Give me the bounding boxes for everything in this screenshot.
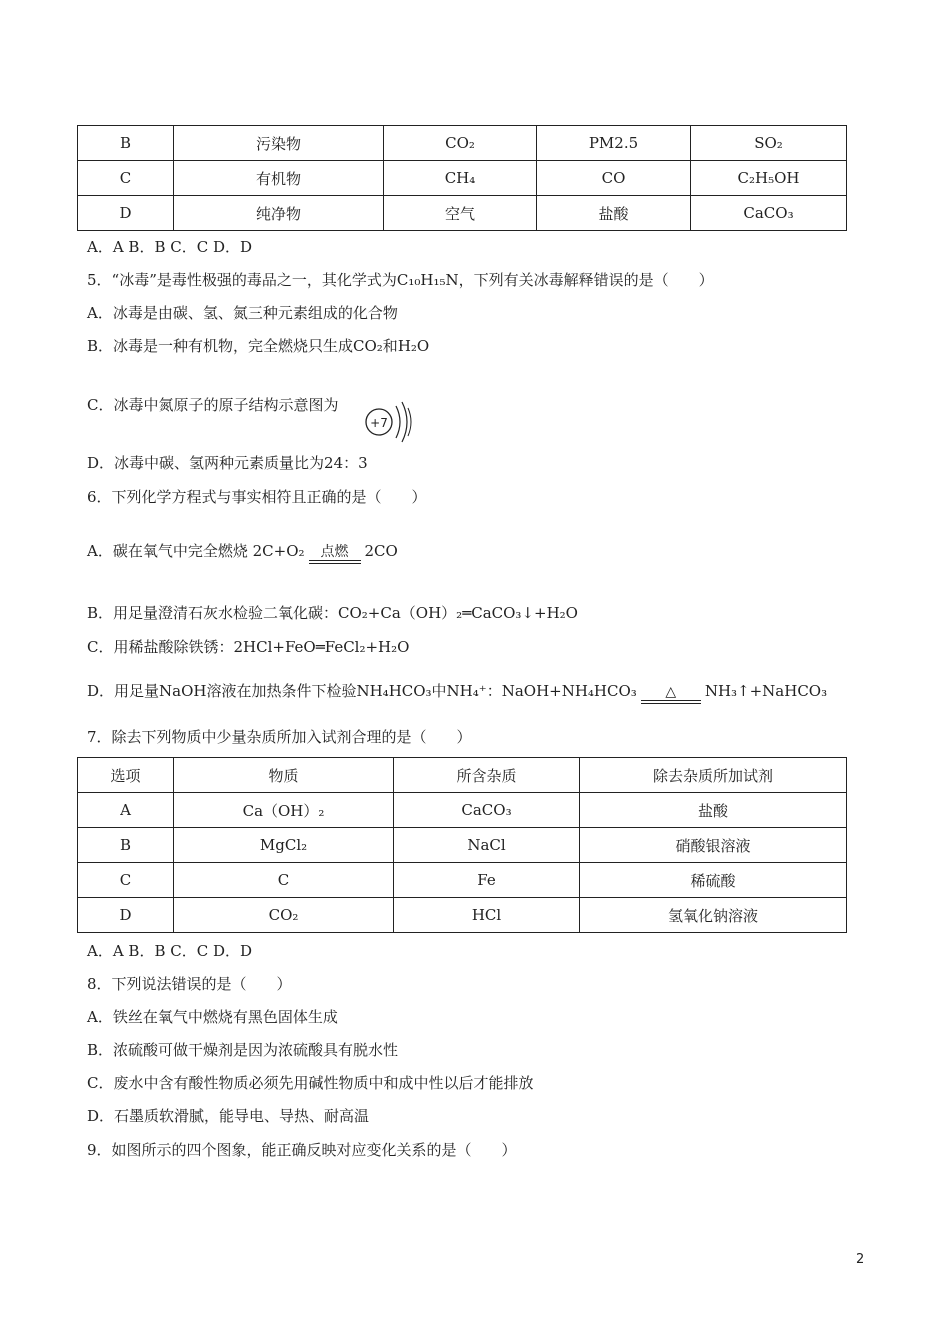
- table-cell: 空气: [384, 196, 537, 231]
- table-cell: D: [78, 196, 174, 231]
- table-cell: CaCO₃: [394, 793, 580, 828]
- q6-option-d: [87, 680, 827, 704]
- q8-option-a: A．铁丝在氧气中燃烧有黑色固体生成: [87, 1008, 338, 1026]
- nitrogen-atom-diagram: [364, 400, 424, 444]
- classification-table: [77, 125, 847, 231]
- table-cell: SO₂: [691, 126, 847, 161]
- table-cell: A: [78, 793, 174, 828]
- table-cell: PM2.5: [537, 126, 691, 161]
- q5-option-d: D．冰毒中碳、氢两种元素质量比为24：3: [87, 454, 368, 472]
- table-cell: 纯净物: [174, 196, 384, 231]
- table-header-cell: 除去杂质所加试剂: [580, 758, 847, 793]
- table-row: [78, 196, 847, 231]
- table-cell: 氢氧化钠溶液: [580, 898, 847, 933]
- q6-a-products: 2CO: [364, 542, 398, 560]
- table-cell: CaCO₃: [691, 196, 847, 231]
- table-cell: CH₄: [384, 161, 537, 196]
- table-row: [78, 898, 847, 933]
- q5-option-c: C．冰毒中氮原子的原子结构示意图为: [87, 396, 339, 414]
- q7-options: A．A B．B C．C D．D: [87, 942, 253, 960]
- table-row: [78, 161, 847, 196]
- table-cell: 硝酸银溶液: [580, 828, 847, 863]
- table-header-row: [78, 758, 847, 793]
- table-cell: Fe: [394, 863, 580, 898]
- table-cell: C: [174, 863, 394, 898]
- table-cell: 污染物: [174, 126, 384, 161]
- q6-option-a: [87, 540, 398, 564]
- reaction-condition-ignite: 点燃: [309, 544, 361, 564]
- table-cell: HCl: [394, 898, 580, 933]
- table-cell: C: [78, 161, 174, 196]
- table-cell: 盐酸: [537, 196, 691, 231]
- table-cell: B: [78, 126, 174, 161]
- q6-a-reactants: A．碳在氧气中完全燃烧 2C+O₂: [87, 542, 305, 560]
- table-cell: 有机物: [174, 161, 384, 196]
- table-row: [78, 126, 847, 161]
- table-cell: D: [78, 898, 174, 933]
- q4-options: A．A B．B C．C D．D: [87, 238, 253, 256]
- table-header-cell: 选项: [78, 758, 174, 793]
- q8-option-c: C．废水中含有酸性物质必须先用碱性物质中和成中性以后才能排放: [87, 1074, 534, 1092]
- table-cell: 盐酸: [580, 793, 847, 828]
- q5-stem: 5．“冰毒”是毒性极强的毒品之一，其化学式为C₁₀H₁₅N，下列有关冰毒解释错误的是（ ）: [87, 271, 714, 289]
- impurity-removal-table: [77, 757, 847, 933]
- table-cell: MgCl₂: [174, 828, 394, 863]
- q8-option-b: B．浓硫酸可做干燥剂是因为浓硫酸具有脱水性: [87, 1041, 399, 1059]
- table-cell: 稀硫酸: [580, 863, 847, 898]
- table-header-cell: 所含杂质: [394, 758, 580, 793]
- table-cell: B: [78, 828, 174, 863]
- q6-stem: 6．下列化学方程式与事实相符且正确的是（ ）: [87, 488, 427, 506]
- reaction-condition-heat: △: [641, 684, 701, 704]
- page-number: 2: [856, 1252, 865, 1267]
- table-row: [78, 828, 847, 863]
- table-cell: CO: [537, 161, 691, 196]
- q6-option-c: C．用稀盐酸除铁锈：2HCl+FeO═FeCl₂+H₂O: [87, 638, 410, 656]
- table-cell: CO₂: [174, 898, 394, 933]
- q7-stem: 7．除去下列物质中少量杂质所加入试剂合理的是（ ）: [87, 728, 472, 746]
- q6-option-b: B．用足量澄清石灰水检验二氧化碳：CO₂+Ca（OH）₂═CaCO₃↓+H₂O: [87, 604, 578, 622]
- q5-option-b: B．冰毒是一种有机物，完全燃烧只生成CO₂和H₂O: [87, 337, 430, 355]
- q9-stem: 9．如图所示的四个图象，能正确反映对应变化关系的是（ ）: [87, 1141, 517, 1159]
- table-header-cell: 物质: [174, 758, 394, 793]
- table-cell: C₂H₅OH: [691, 161, 847, 196]
- q5-option-a: A．冰毒是由碳、氢、氮三种元素组成的化合物: [87, 304, 398, 322]
- table-cell: NaCl: [394, 828, 580, 863]
- table-cell: Ca（OH）₂: [174, 793, 394, 828]
- table-row: [78, 863, 847, 898]
- table-row: [78, 793, 847, 828]
- table-cell: C: [78, 863, 174, 898]
- q6-d-products: NH₃↑+NaHCO₃: [704, 682, 828, 700]
- table-cell: CO₂: [384, 126, 537, 161]
- q8-stem: 8．下列说法错误的是（ ）: [87, 975, 292, 993]
- q8-option-d: D．石墨质软滑腻，能导电、导热、耐高温: [87, 1107, 370, 1125]
- atom-nucleus-label: +7: [370, 416, 388, 430]
- q6-d-reactants: D．用足量NaOH溶液在加热条件下检验NH₄HCO₃中NH₄⁺：NaOH+NH₄HCO₃: [87, 682, 637, 700]
